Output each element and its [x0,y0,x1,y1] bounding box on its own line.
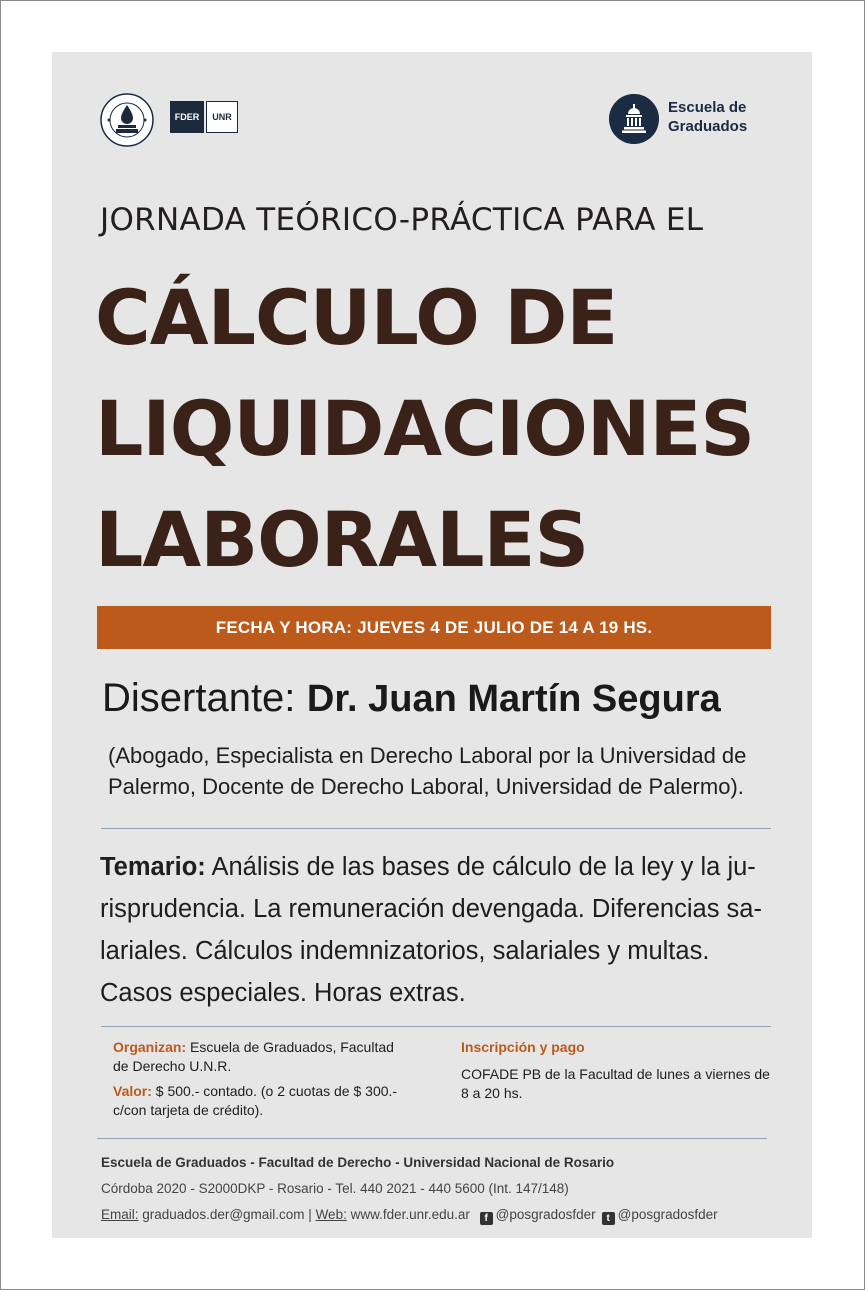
speaker-bio [108,740,778,802]
organizan-text-1: Escuela de Graduados, Facultad [186,1039,394,1055]
escuela-line2: Graduados [668,118,748,135]
info-right [461,1038,791,1103]
inscripcion-label: Inscripción y pago [461,1039,585,1055]
fder-unr-logo [170,101,238,133]
valor-label: Valor: [113,1083,152,1099]
footer-line-1: Escuela de Graduados - Facultad de Derecho - Universidad Nacional de Rosario [101,1155,615,1170]
temario-line-1 [100,846,776,888]
info-left [113,1038,431,1120]
valor-line-1 [113,1082,431,1101]
event-title [95,262,754,595]
divider [101,828,771,829]
facebook-handle[interactable]: @posgradosfder [495,1207,596,1222]
temario-label: Temario: [100,853,206,881]
organizan-line-1 [113,1038,431,1057]
temario-line-4: Casos especiales. Horas extras. [100,979,466,1007]
bio-line-2: Palermo, Docente de Derecho Laboral, Universidad de Palermo). [108,774,744,799]
fder-logo: FDER [170,101,204,133]
escuela-line1: Escuela de [668,99,747,116]
inscripcion-line-1: COFADE PB de la Facultad de lunes a viernes de [461,1066,770,1082]
temario-section [100,846,776,1014]
bio-line-1: (Abogado, Especialista en Derecho Laboral por la Universidad de [108,743,747,768]
footer [101,1150,718,1228]
temario-line-2: risprudencia. La remuneración devengada. Diferencias sa- [100,895,762,923]
valor-line-2: c/con tarjeta de crédito). [113,1102,264,1118]
speaker-line [102,676,721,721]
divider [101,1026,771,1027]
twitter-icon: t [602,1212,615,1225]
email-label: Email: [101,1207,139,1222]
speaker-name: Dr. Juan Martín Segura [306,678,721,720]
speaker-label: Disertante: [102,676,296,720]
footer-line-3 [101,1202,718,1228]
temario-line-3: lariales. Cálculos indemnizatorios, salariales y multas. [100,937,710,965]
escuela-graduados-logo [668,98,747,136]
footer-line-2: Córdoba 2020 - S2000DKP - Rosario - Tel. 440 2021 - 440 5600 (Int. 147/148) [101,1181,569,1196]
inscripcion-line-2: 8 a 20 hs. [461,1085,523,1101]
valor-text-1: $ 500.- contado. (o 2 cuotas de $ 300.- [151,1083,398,1099]
temario-text-1: Análisis de las bases de cálculo de la ley y la ju- [205,853,756,881]
email-link[interactable]: graduados.der@gmail.com | [138,1207,316,1222]
title-line-2: LIQUIDACIONES [95,384,755,473]
unr-seal-logo [100,93,154,147]
twitter-handle[interactable]: @posgradosfder [617,1207,718,1222]
date-banner: FECHA Y HORA: JUEVES 4 DE JULIO DE 14 A 19 HS. [97,606,771,649]
web-label: Web: [315,1207,347,1222]
title-line-1: CÁLCULO DE [95,273,618,362]
event-subtitle: JORNADA TEÓRICO-PRÁCTICA PARA EL [100,202,704,238]
divider [97,1138,767,1139]
organizan-label: Organizan: [113,1039,187,1055]
web-link[interactable]: www.fder.unr.edu.ar [346,1207,474,1222]
building-icon [609,94,659,144]
unr-logo: UNR [206,101,238,133]
facebook-icon: f [480,1212,493,1225]
organizan-line-2: de Derecho U.N.R. [113,1058,232,1074]
title-line-3: LABORALES [95,495,589,584]
